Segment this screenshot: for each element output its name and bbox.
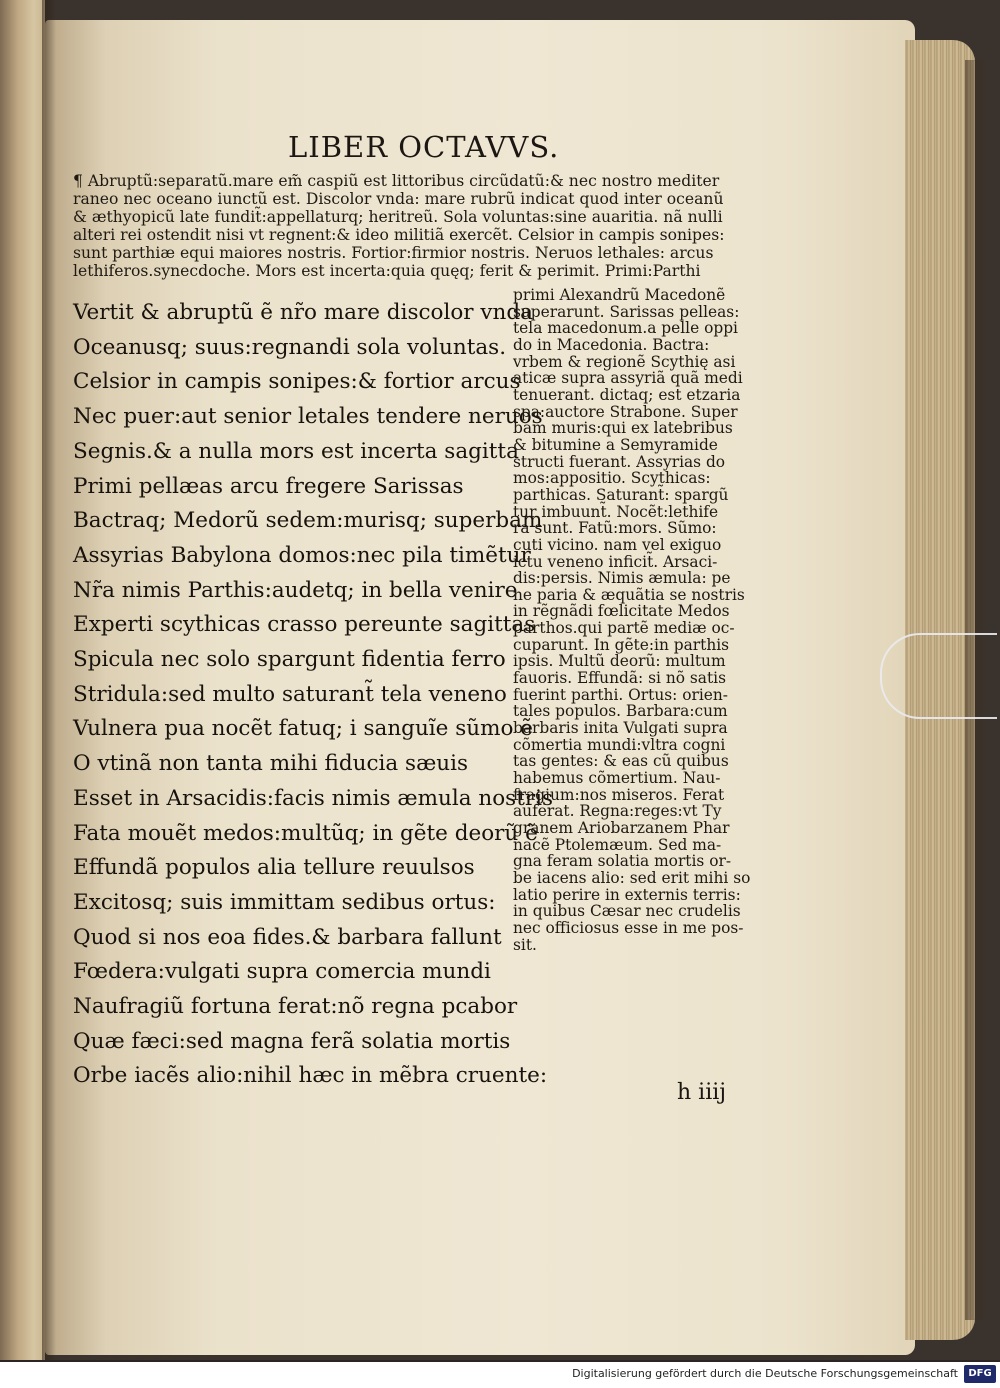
verse-line: Spicula nec solo spargunt fidentia ferro [73, 647, 506, 673]
verse-line: Fata mouẽt medos:multũq; in gẽte deorũ ẽ [73, 820, 538, 846]
verse-line: Segnis.& a nulla mors est incerta sagitta [73, 438, 519, 464]
gloss-line: spa:auctore Strabone. Super [513, 402, 738, 421]
gloss-line: vrbem & regionẽ Scythię asi [513, 352, 736, 371]
gloss-line: superarunt. Sarissas pelleas: [513, 302, 740, 321]
gloss-line: do in Macedonia. Bactra: [513, 335, 710, 354]
verse-line: Naufragiũ fortuna ferat:nõ regna pcabor [73, 994, 518, 1020]
running-head: LIBER OCTAVVS. [288, 130, 560, 164]
gloss-line: tur imbuunt̃. Nocẽt:lethife [513, 502, 719, 521]
gloss-line: dis:persis. Nimis æmula: pe [513, 569, 731, 588]
gloss-line: tela macedonum.a pelle oppi [513, 319, 738, 338]
gloss-line: parthos.qui partẽ mediæ oc- [513, 619, 735, 638]
gloss-line: gna feram solatia mortis or- [513, 852, 732, 871]
verse-line: Stridula:sed multo saturant̃ tela veneno [73, 681, 507, 707]
gloss-line: be iacens alio: sed erit mihi so [513, 868, 751, 887]
gloss-line: ne paria & æquãtia se nostris [513, 585, 745, 604]
gloss-line: auferat. Regna:reges:vt Ty [513, 802, 722, 821]
commentary-line: & æthyopicũ late fundit̃:appellaturq; heritreũ. Sola voluntas:sine auaritia. nã nulli [73, 208, 723, 226]
gloss-line: parthicas. Saturant̃: spargũ [513, 485, 729, 504]
page-clip [880, 633, 997, 719]
verse-line: Excitosq; suis immittam sedibus ortus: [73, 889, 496, 915]
gloss-line: tas gentes: & eas cũ quibus [513, 752, 729, 771]
gloss-line: aticæ supra assyriã quã medi [513, 369, 743, 388]
verse-line: Fœdera:vulgati supra comercia mundi [73, 959, 491, 985]
commentary-block-top [73, 172, 773, 280]
gloss-line: ra sunt. Fatũ:mors. Sũmo: [513, 519, 717, 538]
gloss-line: cõmertia mundi:vltra cogni [513, 735, 726, 754]
gloss-column [513, 287, 773, 953]
verse-line: Celsior in campis sonipes:& fortior arcus [73, 369, 521, 395]
gloss-line: fauoris. Effundã: si nõ satis [513, 669, 726, 688]
gloss-line: & bitumine a Semyramide [513, 435, 718, 454]
gloss-line: fragium:nos miseros. Ferat [513, 785, 725, 804]
gloss-line: barbaris inita Vulgati supra [513, 719, 728, 738]
signature-mark: h iiij [677, 1080, 727, 1105]
gloss-line: granem Ariobarzanem Phar [513, 819, 730, 837]
commentary-line: sunt parthiæ equi maiores nostris. Fortior:firmior nostris. Neruos lethales: arcus [73, 244, 714, 262]
verse-line: Vertit & abruptũ ẽ nr̃o mare discolor vnda [73, 300, 533, 325]
verse-line: Nr̃a nimis Parthis:audetq; in bella venire [73, 577, 518, 603]
gloss-line: in quibus Cæsar nec crudelis [513, 902, 741, 921]
gloss-line: sit. [513, 935, 537, 954]
commentary-line: raneo nec oceano iunctũ est. Discolor vnda: mare rubrũ indicat quod inter oceanũ [73, 190, 724, 208]
gloss-line: fuerint parthi. Ortus: orien- [513, 685, 728, 704]
verse-line: Effundã populos alia tellure reuulsos [73, 855, 475, 881]
dfg-logo: DFG [964, 1365, 996, 1383]
verse-line: Nec puer:aut senior letales tendere neruos [73, 404, 543, 430]
gloss-line: ictu veneno inficit̃. Arsaci- [513, 552, 718, 571]
gutter-shadow [42, 0, 56, 1360]
verse-line: Assyrias Babylona domos:nec pila timẽtur [73, 542, 531, 568]
footer-bar [0, 1362, 1000, 1388]
gloss-line: primi Alexandrũ Macedonẽ [513, 286, 726, 304]
verse-line: Experti scythicas crasso pereunte sagittas [73, 612, 536, 638]
funding-credit: Digitalisierung gefördert durch die Deutsche Forschungsgemeinschaft [572, 1367, 958, 1380]
gloss-line: nacẽ Ptolemæum. Sed ma- [513, 835, 722, 854]
verse-line: Bactraq; Medorũ sedem:murisq; superbam [73, 508, 543, 534]
gloss-line: tenuerant. dictaq; est etzaria [513, 385, 741, 404]
gloss-line: habemus cõmertium. Nau- [513, 769, 721, 788]
commentary-line: ¶ Abruptũ:separatũ.mare em̃ caspiũ est littoribus circũdatũ:& nec nostro mediter [73, 172, 720, 190]
verse-line: Vulnera pua nocẽt fatuq; i sanguĩe sũmo ẽ [73, 716, 533, 742]
commentary-line: lethiferos.synecdoche. Mors est incerta:quia quęq; ferit & perimit. Primi:Parthi [73, 262, 701, 280]
verse-line: Quæ fæci:sed magna ferã solatia mortis [73, 1028, 511, 1054]
gloss-line: bam muris:qui ex latebribus [513, 419, 733, 438]
facing-page-edge [0, 0, 45, 1360]
gloss-line: mos:appositio. Scythicas: [513, 469, 711, 488]
gloss-line: nec officiosus esse in me pos- [513, 918, 744, 937]
gloss-line: cuti vicino. nam vel exiguo [513, 535, 722, 554]
gloss-line: tales populos. Barbara:cum [513, 702, 728, 721]
gloss-line: latio perire in externis terris: [513, 885, 741, 904]
verse-line: O vtinã non tanta mihi fiducia sæuis [73, 751, 469, 777]
gloss-line: structi fuerant. Assyrias do [513, 452, 726, 471]
verse-line: Oceanusq; suus:regnandi sola voluntas. [73, 334, 507, 360]
commentary-line: alteri rei ostendit nisi vt regnent:& ideo militiã exercẽt. Celsior in campis sonipes: [73, 226, 725, 244]
verse-line: Primi pellæas arcu fregere Sarissas [73, 473, 464, 499]
verse-line: Esset in Arsacidis:facis nimis æmula nostris [73, 785, 554, 811]
verse-line: Orbe iacẽs alio:nihil hæc in mẽbra cruente: [73, 1063, 548, 1089]
gloss-line: ipsis. Multũ deorũ: multum [513, 652, 726, 671]
gloss-line: cuparunt. In gẽte:in parthis [513, 635, 730, 654]
verse-line: Quod si nos eoa fides.& barbara fallunt [73, 924, 502, 950]
gloss-line: in rẽgnãdi fœlicitate Medos [513, 602, 730, 621]
